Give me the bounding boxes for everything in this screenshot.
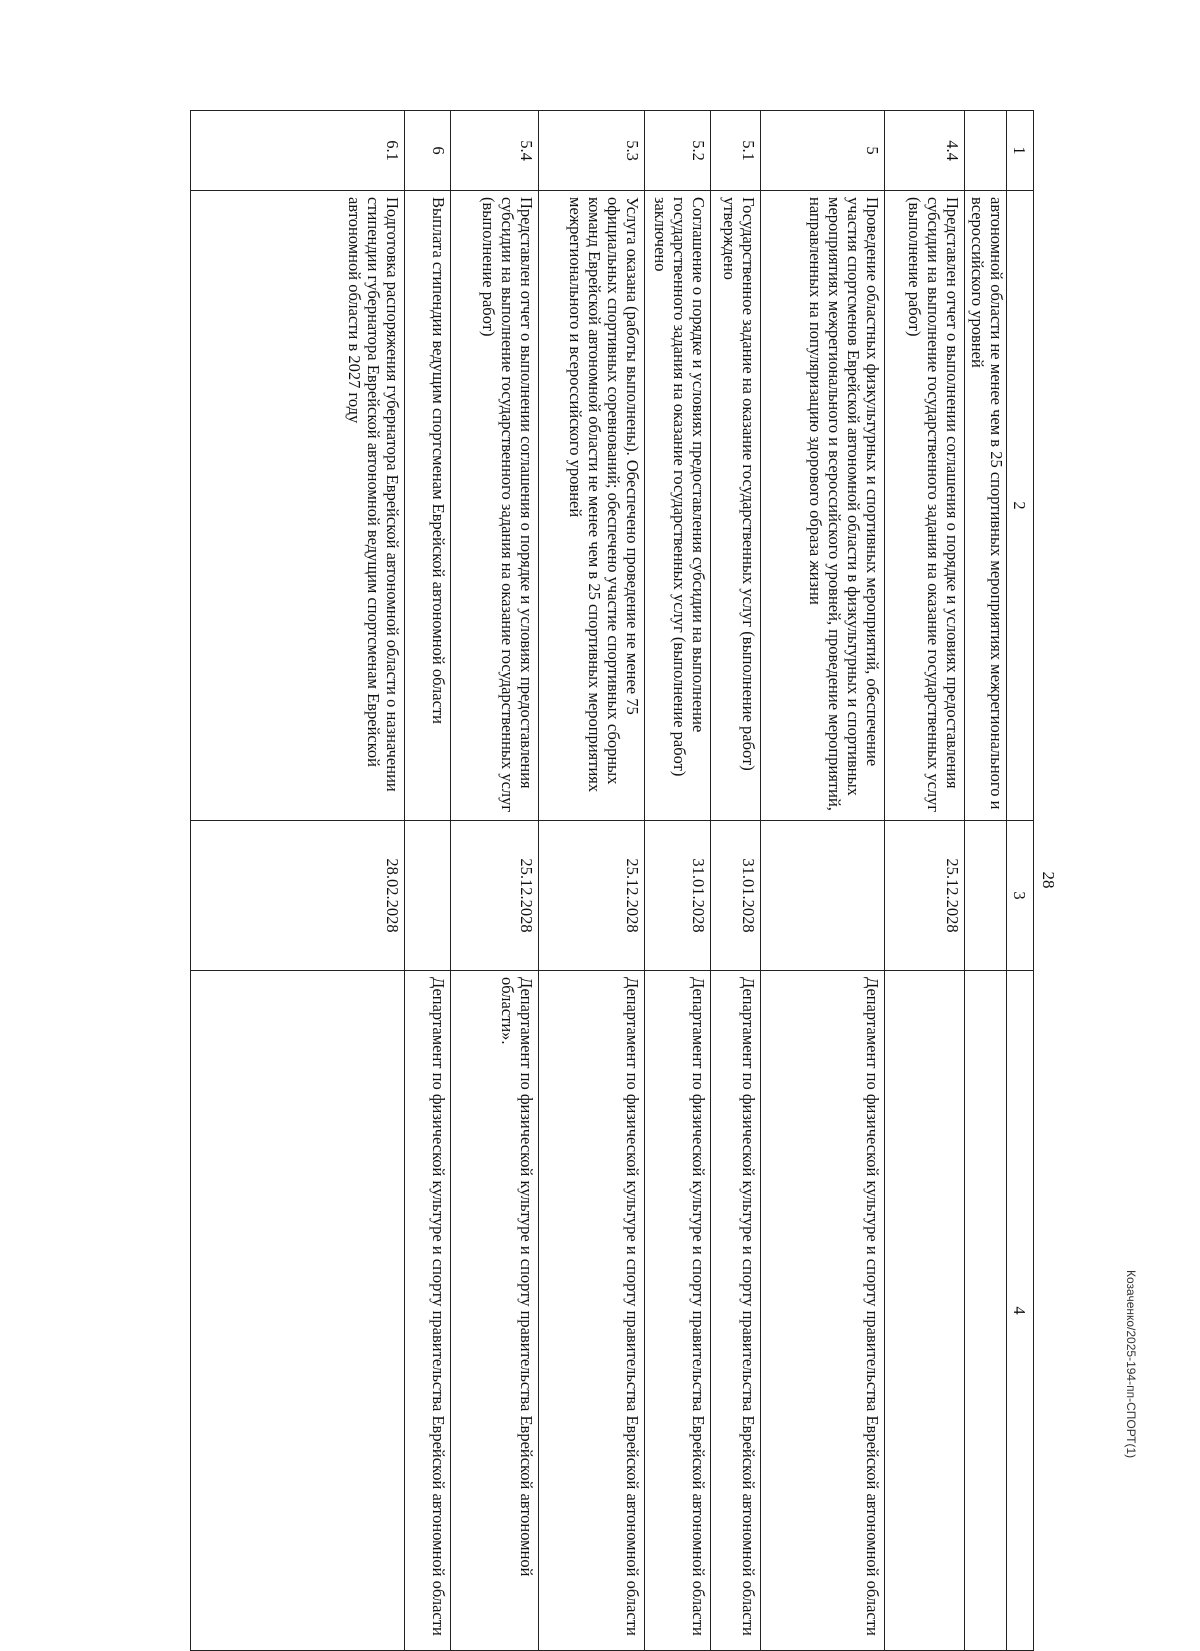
schedule-table: [190, 110, 1034, 1651]
row-responsible: Департамент по физической культуре и спорту правительства Еврейской автономной области: [539, 971, 645, 1651]
rotated-page: [190, 110, 1060, 1650]
row-responsible: Департамент по физической культуре и спорту правительства Еврейской автономной области: [711, 971, 761, 1651]
row-date: [965, 821, 1007, 971]
row-number: 4.4: [885, 111, 965, 191]
row-responsible: Департамент по физической культуре и спорту правительства Еврейской автономной области: [761, 971, 885, 1651]
column-header: 4: [1007, 971, 1034, 1651]
row-text: Государственное задание на оказание государственных услуг (выполнение работ) утверждено: [711, 191, 761, 821]
row-text: Услуга оказана (работы выполнены). Обеспечено проведение не менее 75 официальных спортивных соревнований; обеспечено участие спортивных сборных команд Еврейской автономной области не менее чем в 25 спортивных мероприятиях межрегионального и всероссийского уровней: [539, 191, 645, 821]
row-number: 5.1: [711, 111, 761, 191]
row-date: 28.02.2028: [191, 821, 405, 971]
row-date: 25.12.2028: [451, 821, 539, 971]
table-row: [885, 111, 965, 1651]
row-number: 6.1: [191, 111, 405, 191]
table-row: [405, 111, 451, 1651]
row-responsible: Департамент по физической культуре и спорту правительства Еврейской автономной области».: [451, 971, 539, 1651]
row-date: 31.01.2028: [711, 821, 761, 971]
table-row: [539, 111, 645, 1651]
row-number: 5.2: [645, 111, 711, 191]
row-text: Представлен отчет о выполнении соглашения о порядке и условиях предоставления субсидии на выполнение государственного задания на оказание государственных услуг (выполнение работ): [451, 191, 539, 821]
row-number: 5.3: [539, 111, 645, 191]
row-text: автономной области не менее чем в 25 спортивных мероприятиях межрегионального и всероссийского уровней: [965, 191, 1007, 821]
row-number: 5: [761, 111, 885, 191]
row-responsible: [965, 971, 1007, 1651]
row-responsible: Департамент по физической культуре и спорту правительства Еврейской автономной области: [645, 971, 711, 1651]
row-text: Проведение областных физкультурных и спортивных мероприятий, обеспечение участия спортсменов Еврейской автономной области в физкультурных и спортивных мероприятиях межрегионального и всероссийского уровней, проведение мероприятий, направленных на популяризацию здорового образа жизни: [761, 191, 885, 821]
row-date: 25.12.2028: [885, 821, 965, 971]
row-date: [761, 821, 885, 971]
row-date: 31.01.2028: [645, 821, 711, 971]
row-responsible: Департамент по физической культуре и спорту правительства Еврейской автономной области: [405, 971, 451, 1651]
row-number: [965, 111, 1007, 191]
table-row: [451, 111, 539, 1651]
column-header: 2: [1007, 191, 1034, 821]
row-date: 25.12.2028: [539, 821, 645, 971]
row-number: 6: [405, 111, 451, 191]
table-row: [761, 111, 885, 1651]
column-header: 3: [1007, 821, 1034, 971]
row-responsible: [191, 971, 405, 1651]
row-date: [405, 821, 451, 971]
document-code: Козаченко/2025-194-пп-СПОРТ(1): [1124, 1270, 1138, 1459]
row-responsible: [885, 971, 965, 1651]
row-text: Подготовка распоряжения губернатора Еврейской автономной области о назначении стипендии губернатора Еврейской автономной ведущим спортсменам Еврейской автономной области в 2027 году: [191, 191, 405, 821]
row-text: Выплата стипендии ведущим спортсменам Еврейской автономной области: [405, 191, 451, 821]
row-text: Представлен отчет о выполнении соглашения о порядке и условиях предоставления субсидии на выполнение государственного задания на оказание государственных услуг (выполнение работ): [885, 191, 965, 821]
column-header: 1: [1007, 111, 1034, 191]
table-row: [965, 111, 1007, 1651]
row-text: Соглашение о порядке и условиях предоставления субсидии на выполнение государственного задания на оказание государственных услуг (выполнение работ) заключено: [645, 191, 711, 821]
table-row: [191, 111, 405, 1651]
table-header-row: [1007, 111, 1034, 1651]
table-row: [645, 111, 711, 1651]
page-number: 28: [1039, 871, 1058, 889]
table-row: [711, 111, 761, 1651]
row-number: 5.4: [451, 111, 539, 191]
